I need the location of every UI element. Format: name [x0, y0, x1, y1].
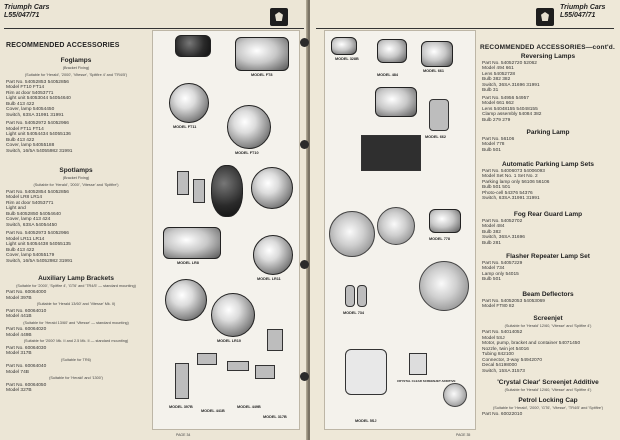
- section-heading: 'Crystal Clear' Screenjet Additive: [497, 379, 599, 386]
- table-row: Model 484: [482, 224, 505, 229]
- left-page: [0, 0, 308, 440]
- section-note: (Suitable for 'Herald', '2000', 'Vitesse', 'Spitfire 4' and 'TR4/5'): [24, 73, 128, 77]
- table-row: Part No. 54052720 52062: [482, 60, 537, 66]
- table-row: Tubing 842100: [482, 352, 514, 357]
- reversing-lamp-661-image: [377, 39, 407, 63]
- section-heading: Auxiliary Lamp Brackets: [38, 275, 114, 282]
- bracket-image: [227, 361, 249, 371]
- table-row: Model 661 662: [482, 101, 514, 106]
- reversing-lamps-section: [482, 54, 614, 123]
- beam-deflectors-section: [482, 292, 614, 310]
- beam-deflector-image: [419, 261, 469, 311]
- fog-lamp-ft10-image: [227, 105, 271, 149]
- table-row: Model 397B: [6, 295, 32, 301]
- figure-label: MODEL 317B: [263, 415, 287, 419]
- fog-rear-guard-lamp-image: [429, 209, 461, 233]
- table-row: Bulb 501: [482, 277, 501, 282]
- screenjet-additive-section: [482, 380, 614, 394]
- binder-hole: [300, 372, 309, 381]
- table-row: Model 449B: [6, 332, 32, 338]
- section-heading: Flasher Repeater Lamp Set: [506, 253, 590, 260]
- table-row: Part No. 54052972 54052966: [6, 121, 69, 126]
- figure-label: MODEL LR10: [217, 339, 241, 343]
- table-row: Bulb 382 382: [482, 77, 511, 82]
- table-row: Clamp assembly 54084 382: [482, 112, 542, 117]
- table-row: Lens 54052728: [482, 71, 516, 77]
- section-note: (Suitable for '2000', 'Spitfire 4', 'GT6' and 'TR4/5' — standard mounting): [16, 283, 136, 288]
- table-row: Bulb 281: [482, 240, 501, 246]
- reversing-lamp-484-image: [331, 37, 357, 55]
- table-row: Part No. 60064020: [6, 327, 47, 332]
- section-note: (Suitable for 'Herald', '2000', 'GT6', 'Vitesse', 'TR4/5' and 'Spitfire'): [493, 405, 603, 410]
- bracket-image: [175, 363, 189, 399]
- table-row: Model LR11 LR14: [6, 236, 45, 242]
- table-row: Bulb 501: [482, 147, 501, 153]
- bracket-image: [267, 329, 283, 351]
- table-row: Part No. 54052702: [482, 218, 523, 224]
- table-row: Part No. 54006073 54006093: [482, 168, 545, 174]
- table-row: Motor, pump, bracket and container 54071450: [482, 341, 581, 346]
- table-row: Bulb 382: [482, 229, 501, 235]
- section-note: (Suitable for 'Herald', '2000', 'Vitesse' and 'Spitfire'): [33, 183, 119, 187]
- section-note: (Suitable for 'Herald' 12/60, 'Vitesse' and 'Spitfire 4'): [504, 387, 592, 392]
- flasher-repeater-section: [482, 254, 614, 283]
- bracket-image: [255, 365, 275, 379]
- bracket-image: [197, 353, 217, 365]
- spot-lamp-image: [165, 279, 207, 321]
- table-row: Part No. 54052053 54053069: [482, 298, 545, 304]
- divider: [316, 28, 614, 29]
- figure-label: MODEL 778: [429, 237, 451, 241]
- table-row: Part No. 56106: [482, 136, 515, 142]
- table-row: Model 317B: [6, 351, 32, 356]
- lamp-lens-image: [329, 211, 375, 257]
- figure-label: MODEL FT8: [251, 73, 273, 77]
- illustration-panel-left: [152, 30, 300, 430]
- section-note: (Suitable for 'Herald 13/60' and 'Vitesse' Mk. II): [36, 302, 116, 306]
- table-row: Model 5SJ: [482, 335, 505, 341]
- table-row: Switch, 16/5A 54052982 31991: [6, 258, 73, 264]
- table-row: Model FT11 FT14: [6, 126, 44, 132]
- lamp-lens-image: [377, 207, 415, 245]
- table-row: Switch, 16/5A 54055982 31991: [6, 148, 73, 154]
- table-row: Connector, 3-way 54942070: [482, 357, 543, 363]
- table-row: Nozzle, twin jet 54016: [482, 346, 529, 352]
- reversing-lamp-662-image: [421, 41, 453, 67]
- table-row: Switch, 63SA 54054450: [6, 222, 57, 228]
- figure-label: MODEL 662: [425, 135, 447, 139]
- figure-label: MODEL 328B: [335, 57, 359, 61]
- table-row: Cover, lamp 54054450: [6, 107, 55, 112]
- section-heading: Petrol Locking Cap: [518, 397, 578, 404]
- table-row: Cover, lamp 54055179: [6, 253, 55, 258]
- table-row: Bulb 54052850 54054640: [6, 211, 61, 217]
- triumph-logo-icon: [536, 8, 554, 26]
- section-sub: (Bracket Fixing): [62, 175, 90, 180]
- illustration-panel-right: [324, 30, 476, 430]
- left-title: RECOMMENDED ACCESSORIES: [6, 42, 120, 49]
- section-note: (Suitable for TR6): [61, 357, 91, 362]
- figure-label: MODEL 734: [343, 311, 365, 315]
- right-title: RECOMMENDED ACCESSORIES—cont'd.: [480, 44, 615, 51]
- table-row: Light unit 54054434 54055136: [6, 132, 71, 137]
- divider: [4, 28, 304, 29]
- spot-lamp-image: [251, 167, 293, 209]
- section-heading: Automatic Parking Lamp Sets: [501, 161, 595, 168]
- table-row: Model LR8 LR14: [6, 195, 42, 200]
- figure-label: MODEL FT11: [173, 125, 197, 129]
- table-row: Bulb 413 422: [6, 101, 35, 107]
- table-row: Lens 54048155 54048155: [482, 106, 538, 112]
- spot-lamp-lr10-image: [211, 293, 255, 337]
- petrol-cap-section: [482, 398, 614, 418]
- table-row: Model 778: [482, 142, 505, 147]
- spot-lamp-lr11-image: [253, 235, 293, 275]
- table-row: Rim at door 54053771: [6, 200, 54, 206]
- table-row: Model 441B: [6, 314, 32, 319]
- fog-lamp-ft8-image: [235, 37, 289, 71]
- figure-label: MODEL LR8: [177, 261, 199, 265]
- section-heading: Reversing Lamps: [520, 53, 576, 60]
- section-note: (Suitable for 'Herald' and '1300'): [49, 376, 103, 380]
- figure-label: MODEL 449B: [237, 405, 261, 409]
- section-heading: Beam Deflectors: [522, 291, 574, 298]
- spot-lamp-lr8-image: [163, 227, 221, 259]
- figure-label: MODEL FT10: [235, 151, 259, 155]
- table-row: Bulb 413 422: [6, 137, 35, 143]
- table-row: Part No. 54057229: [482, 260, 523, 266]
- fog-rear-guard-section: [482, 212, 614, 246]
- table-row: Part No. 60022010: [482, 412, 523, 417]
- table-row: Part No. 60064040: [6, 364, 47, 369]
- repeater-lamp-image: [357, 285, 367, 307]
- table-row: Part No. 54014052: [482, 330, 523, 335]
- table-row: Part No. 60064000: [6, 290, 47, 295]
- table-row: Part No. 54052853 54052856: [6, 79, 69, 85]
- table-row: Model 734: [482, 266, 505, 271]
- brackets-section: [6, 276, 146, 394]
- section-heading: Fog Rear Guard Lamp: [513, 211, 583, 218]
- screenjet-section: [482, 316, 614, 374]
- fog-lamp-cover-image: [175, 35, 211, 57]
- section-heading: Spotlamps: [59, 167, 93, 174]
- header-brand: Triumph Cars L55/047/71: [4, 4, 50, 19]
- table-row: Bulb 413 422: [6, 247, 35, 253]
- section-heading: Foglamps: [60, 57, 92, 64]
- section-sub: (Bracket Fixing): [62, 65, 90, 70]
- figure-label: MODEL 397B: [169, 405, 193, 409]
- table-row: Model FT10 FT14: [6, 85, 45, 90]
- foglamps-section: [6, 58, 146, 154]
- table-row: Model Set No. 1 Set No. 2: [482, 174, 538, 179]
- parking-set-box-image: [361, 135, 421, 171]
- figure-label: MODEL 661: [423, 69, 445, 73]
- table-row: Part No. 60064010: [6, 308, 47, 314]
- spotlamps-section: [6, 168, 146, 264]
- table-row: Light and: [6, 206, 26, 211]
- figure-label: CRYSTAL CLEAR SCREENJET ADDITIVE: [397, 379, 456, 383]
- parking-lamp-section: [482, 130, 614, 153]
- binder-hole: [300, 140, 309, 149]
- petrol-locking-cap-image: [443, 383, 467, 407]
- table-row: Switch, 36SA 31696: [482, 235, 525, 240]
- table-row: Part No. 54956 54957: [482, 95, 529, 101]
- table-row: Light unit 54054438 54055135: [6, 242, 71, 247]
- figure-label: MODEL 441B: [201, 409, 225, 413]
- table-row: Model 327B: [6, 388, 32, 393]
- bulb-strip-image: [193, 179, 205, 203]
- section-heading: Parking Lamp: [526, 129, 570, 136]
- fog-lamp-ft11-image: [169, 83, 209, 123]
- page-number: PAGE 34: [176, 433, 191, 437]
- table-row: Light unit 54053044 54054640: [6, 96, 71, 101]
- table-row: Part No. 60064030: [6, 345, 47, 351]
- lamp-clip-image: [429, 99, 449, 131]
- parking-sets-section: [482, 162, 614, 202]
- table-row: Part No. 54052973 54052966: [6, 231, 69, 236]
- section-heading: Screenjet: [533, 315, 563, 322]
- page-number: PAGE 35: [456, 433, 471, 437]
- figure-label: MODEL 5SJ: [355, 419, 377, 423]
- table-row: Model 74B: [6, 369, 29, 375]
- figure-label: MODEL LR11: [257, 277, 281, 281]
- table-row: Lamp only 54015: [482, 271, 519, 277]
- table-row: Bulb 501 501: [482, 185, 511, 190]
- additive-bottle-image: [409, 353, 427, 375]
- section-note: (Suitable for 'Herald 13/60' and 'Vitesse' — standard mounting): [23, 320, 129, 325]
- table-row: Bulb 31: [482, 88, 499, 93]
- table-row: Switch, 63SA 31991 31991: [6, 112, 64, 118]
- header-brand: Triumph Cars L55/047/71: [560, 4, 606, 19]
- bulb-strip-image: [177, 171, 189, 195]
- table-row: Switch, 63SA 31991 31991: [482, 196, 540, 201]
- screenjet-bottle-image: [345, 349, 387, 395]
- figure-label: MODEL 484: [377, 73, 399, 77]
- section-note: (Suitable for 'Herald' 12/60, 'Vitesse' and 'Spitfire 4'): [504, 323, 592, 328]
- table-row: Bulb 279 279: [482, 117, 511, 123]
- repeater-lamp-image: [345, 285, 355, 307]
- table-row: Photo-cell 54376 54376: [482, 190, 533, 196]
- triumph-logo-icon: [270, 8, 288, 26]
- binder-hole: [300, 260, 309, 269]
- binder-hole: [300, 38, 309, 47]
- table-row: Switch, 15SA 31573: [482, 368, 525, 374]
- table-row: Part No. 60064050: [6, 382, 47, 388]
- table-row: Rim at door 54053771: [6, 90, 54, 96]
- table-row: Part No. 54052854 54052856: [6, 189, 69, 195]
- table-row: Model FT80 82: [482, 304, 515, 309]
- parking-lamp-image: [375, 87, 417, 117]
- table-row: Cover, lamp 54055188: [6, 143, 55, 148]
- table-row: Decal 54198000: [482, 363, 517, 368]
- section-note: (Suitable for '2000' Mk. II and 2.5 Mk. II — standard mounting): [23, 339, 129, 343]
- table-row: Model 494 661: [482, 66, 514, 71]
- table-row: Cover, lamp 413 424: [6, 217, 51, 222]
- dark-lamp-cover-image: [211, 165, 243, 217]
- table-row: Parking lamp only 56106 56106: [482, 179, 550, 185]
- table-row: Switch, 36SA 31696 31991: [482, 82, 540, 88]
- right-page: [310, 0, 620, 440]
